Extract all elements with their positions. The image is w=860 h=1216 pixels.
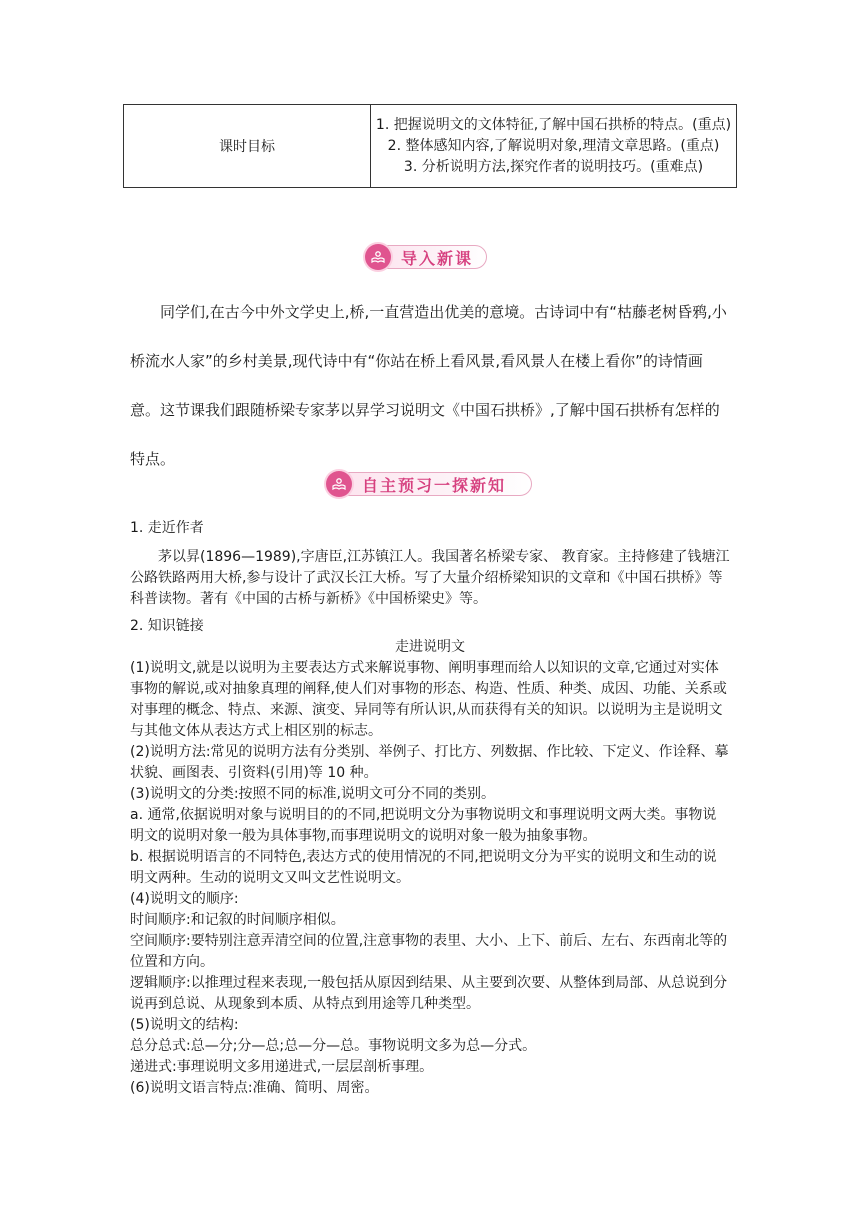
knowledge-line: 空间顺序:要特别注意弄清空间的位置,注意事物的表里、大小、上下、前后、左右、东西南北等的位置和方向。 (130, 933, 728, 970)
book-emblem-icon (326, 471, 352, 497)
banner-title: 导入新课 (401, 248, 474, 268)
section-subtitle: 走进说明文 (395, 639, 465, 655)
knowledge-line: (4)说明文的顺序: (130, 891, 239, 907)
knowledge-line: b. 根据说明语言的不同特色,表达方式的使用情况的不同,把说明文分为平实的说明文和生动的说明文两种。生动的说明文又叫文艺性说明文。 (130, 849, 717, 886)
author-paragraph: 茅以昇(1896—1989),字唐臣,江苏镇江人。我国著名桥梁专家、 教育家。主持修建了钱塘江公路铁路两用大桥,参与设计了武汉长江大桥。写了大量介绍桥梁知识的文章和《中国石拱桥》等科普读物。著有《中国的古桥与新桥》《中国桥梁史》等。 (130, 549, 730, 607)
goal-item: 3. 分析说明方法,探究作者的说明技巧。(重难点) (403, 158, 704, 175)
knowledge-line: (6)说明文语言特点:准确、简明、周密。 (130, 1080, 379, 1096)
lesson-goals-list (371, 105, 737, 188)
knowledge-line: 时间顺序:和记叙的时间顺序相似。 (130, 912, 345, 928)
goal-item: 1. 把握说明文的文体特征,了解中国石拱桥的特点。(重点) (375, 116, 732, 133)
section-heading: 2. 知识链接 (130, 618, 204, 634)
knowledge-line: (1)说明文,就是以说明为主要表达方式来解说事物、阐明事理而给人以知识的文章,它通过对实体事物的解说,或对抽象真理的阐释,使人们对事物的形态、构造、性质、种类、成因、功能、关系或对事理的概念、特点、来源、演变、异同等有所认识,从而获得有关的知识。以说明为主是说明文与其他文体从表达方式上相区别的标志。 (130, 660, 727, 739)
knowledge-line: 总分总式:总—分;分—总;总—分—总。事物说明文多为总—分式。 (130, 1038, 537, 1054)
knowledge-line: (3)说明文的分类:按照不同的标准,说明文可分不同的类别。 (130, 786, 495, 802)
knowledge-line: (2)说明方法:常见的说明方法有分类别、举例子、打比方、列数据、作比较、下定义、作诠释、摹状貌、画图表、引资料(引用)等 10 种。 (130, 744, 729, 781)
lesson-goals-label: 课时目标 (124, 105, 371, 188)
knowledge-line: a. 通常,依据说明对象与说明目的的不同,把说明文分为事物说明文和事理说明文两大类。事物说明文的说明对象一般为具体事物,而事理说明文的说明对象一般为抽象事物。 (130, 807, 717, 844)
lesson-goals-table (123, 104, 737, 188)
section-heading: 1. 走近作者 (130, 520, 204, 536)
book-emblem-icon (365, 244, 391, 270)
knowledge-line: 逻辑顺序:以推理过程来表现,一般包括从原因到结果、从主要到次要、从整体到局部、从总说到分说再到总说、从现象到本质、从特点到用途等几种类型。 (130, 975, 728, 1012)
goal-item: 2. 整体感知内容,了解说明对象,理清文章思路。(重点) (387, 137, 720, 154)
section-banner-intro (367, 245, 487, 269)
knowledge-section (130, 616, 730, 1099)
knowledge-line: 递进式:事理说明文多用递进式,一层层剖析事理。 (130, 1059, 434, 1075)
section-banner-preview (328, 472, 532, 496)
knowledge-line: (5)说明文的结构: (130, 1017, 239, 1033)
banner-title: 自主预习一探新知 (362, 475, 507, 495)
intro-paragraph: 同学们,在古今中外文学史上,桥,一直营造出优美的意境。古诗词中有“枯藤老树昏鸦,小桥流水人家”的乡村美景,现代诗中有“你站在桥上看风景,看风景人在楼上看你”的诗情画意。这节课我们跟随桥梁专家茅以昇学习说明文《中国石拱桥》,了解中国石拱桥有怎样的特点。 (130, 303, 727, 468)
